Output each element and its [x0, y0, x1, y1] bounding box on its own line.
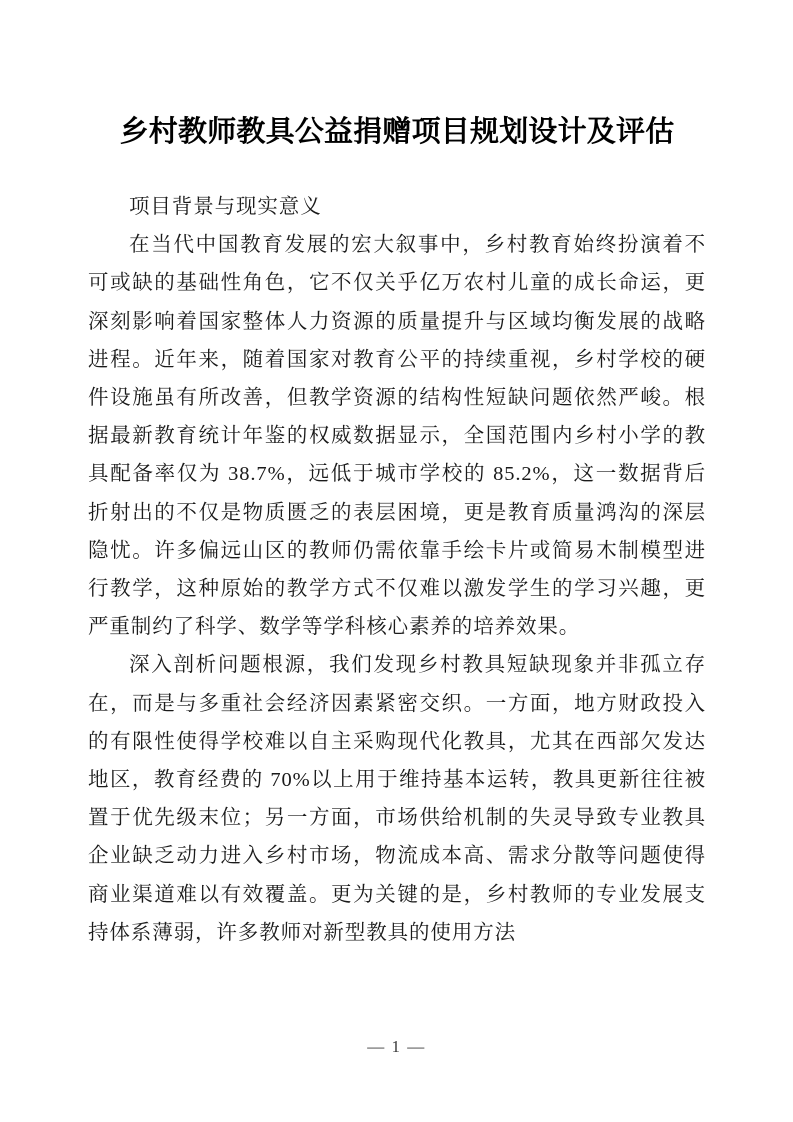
document-body	[88, 188, 706, 952]
page-title: 乡村教师教具公益捐赠项目规划设计及评估	[119, 114, 675, 148]
page-number-footer: — 1 —	[367, 1037, 426, 1056]
paragraph-2: 深入剖析问题根源，我们发现乡村教具短缺现象并非孤立存在，而是与多重社会经济因素紧密交织。一方面，地方财政投入的有限性使得学校难以自主采购现代化教具，尤其在西部欠发达地区，教育经费的 70%以上用于维持基本运转，教具更新往往被置于优先级末位；另一方面，市场供给机制的失灵导致专业教具企业缺乏动力进入乡村市场，物流成本高、需求分散等问题使得商业渠道难以有效覆盖。更为关键的是，乡村教师的专业发展支持体系薄弱，许多教师对新型教具的使用方法	[88, 654, 706, 944]
section-heading: 项目背景与现实意义	[129, 196, 322, 218]
paragraph-1: 在当代中国教育发展的宏大叙事中，乡村教育始终扮演着不可或缺的基础性角色，它不仅关乎亿万农村儿童的成长命运，更深刻影响着国家整体人力资源的质量提升与区域均衡发展的战略进程。近年来，随着国家对教育公平的持续重视，乡村学校的硬件设施虽有所改善，但教学资源的结构性短缺问题依然严峻。根据最新教育统计年鉴的权威数据显示，全国范围内乡村小学的教具配备率仅为 38.7%，远低于城市学校的 85.2%，这一数据背后折射出的不仅是物质匮乏的表层困境，更是教育质量鸿沟的深层隐忧。许多偏远山区的教师仍需依靠手绘卡片或简易木制模型进行教学，这种原始的教学方式不仅难以激发学生的学习兴趣，更严重制约了科学、数学等学科核心素养的培养效果。	[88, 234, 706, 639]
page-content-column	[88, 0, 706, 952]
